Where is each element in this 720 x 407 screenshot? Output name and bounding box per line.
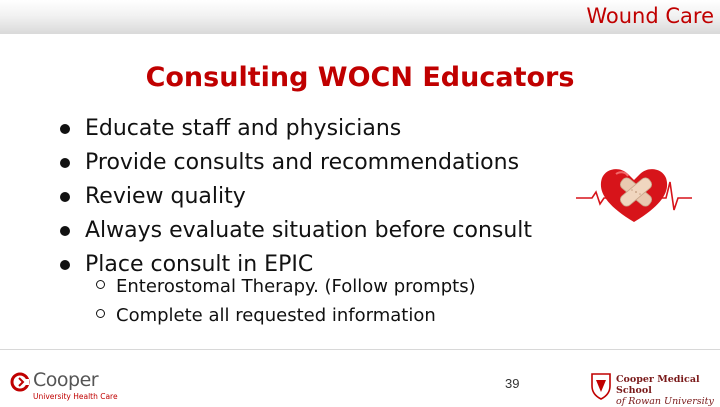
header-label: Wound Care (586, 4, 714, 28)
sub-bullet-item: Complete all requested information (96, 301, 476, 330)
bullet-dot-icon (60, 158, 70, 168)
cooper-logo-subtitle: University Health Care (33, 392, 118, 401)
header-bar (0, 0, 720, 34)
footer-divider (0, 349, 720, 350)
bullet-list (60, 112, 532, 282)
school-logo-text: Cooper Medical School of Rowan University (616, 374, 714, 407)
page-number: 39 (505, 376, 520, 391)
bullet-item: Provide consults and recommendations (60, 146, 532, 180)
bullet-dot-icon (60, 226, 70, 236)
cooper-logo-name: Cooper (33, 369, 99, 391)
bullet-item: Educate staff and physicians (60, 112, 532, 146)
heart-bandage-icon (574, 162, 694, 228)
circle-marker-icon (96, 309, 105, 318)
bullet-item: Always evaluate situation before consult (60, 214, 532, 248)
circle-marker-icon (96, 280, 105, 289)
sub-bullet-item: Enterostomal Therapy. (Follow prompts) (96, 272, 476, 301)
sub-bullet-list (96, 272, 476, 330)
bullet-item: Place consult in EPIC (60, 248, 532, 282)
bullet-dot-icon (60, 260, 70, 270)
bullet-dot-icon (60, 192, 70, 202)
school-crest-icon (590, 372, 612, 400)
slide-title: Consulting WOCN Educators (145, 62, 575, 93)
bullet-dot-icon (60, 124, 70, 134)
bullet-item: Review quality (60, 180, 532, 214)
